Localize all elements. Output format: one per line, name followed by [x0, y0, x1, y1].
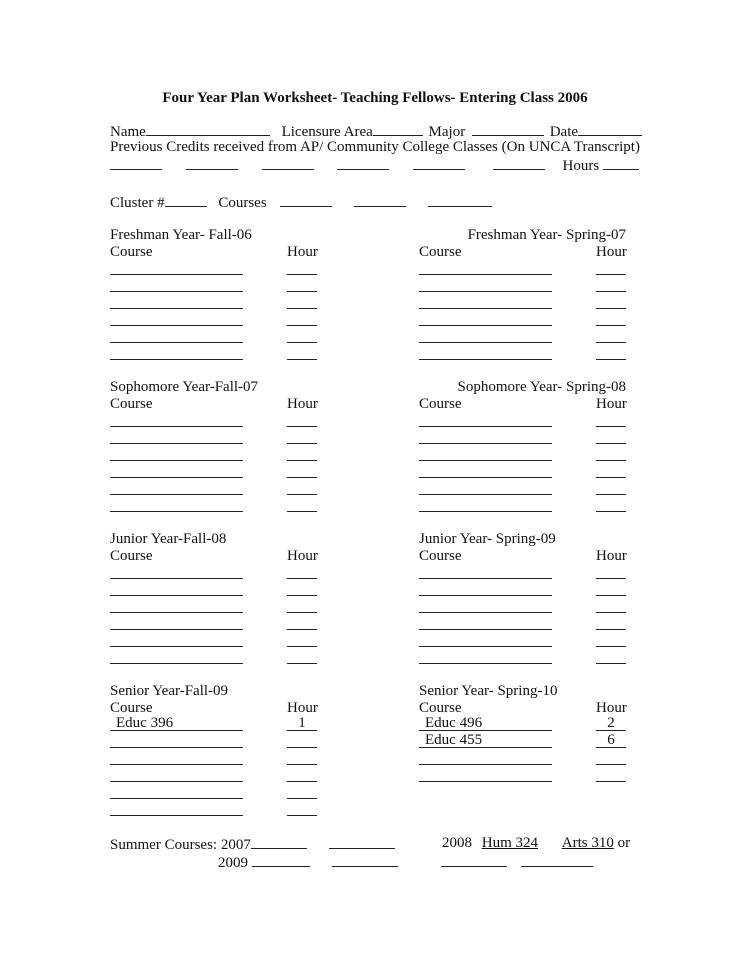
course-field[interactable] [419, 598, 552, 613]
course-field[interactable] [110, 784, 243, 799]
semester-title: Senior Year- Spring-10 [419, 683, 558, 699]
course-field[interactable] [419, 767, 552, 782]
hour-field[interactable] [287, 277, 317, 292]
course-field[interactable] [110, 328, 243, 343]
summer-label: Summer Courses: 2007 [110, 837, 251, 853]
hour-field[interactable] [287, 564, 317, 579]
hour-field[interactable] [596, 649, 626, 664]
hour-field[interactable] [596, 480, 626, 495]
hour-field[interactable] [596, 345, 626, 360]
hours-field[interactable] [603, 156, 639, 170]
hour-field[interactable] [287, 480, 317, 495]
course-field[interactable] [110, 311, 243, 326]
credit-field[interactable] [493, 156, 545, 170]
course-field[interactable] [110, 750, 243, 765]
course-column-label: Course [110, 396, 153, 412]
course-column-label: Course [419, 700, 462, 716]
hour-field[interactable] [596, 311, 626, 326]
course-field[interactable] [419, 497, 552, 512]
course-field[interactable] [419, 581, 552, 596]
hour-field[interactable] [287, 581, 317, 596]
hour-field[interactable] [596, 446, 626, 461]
course-field[interactable] [110, 463, 243, 478]
licensure-label: Licensure Area [281, 124, 373, 140]
hour-value: 1 [298, 715, 306, 731]
course-field[interactable] [110, 446, 243, 461]
course-column-label: Course [110, 244, 153, 260]
course-field[interactable] [419, 733, 552, 748]
course-field[interactable] [110, 615, 243, 630]
credit-field[interactable] [413, 156, 465, 170]
hour-field[interactable] [287, 632, 317, 647]
course-column-label: Course [419, 244, 462, 260]
hour-field[interactable] [596, 429, 626, 444]
hour-field[interactable] [287, 615, 317, 630]
semester-title: Junior Year- Spring-09 [419, 531, 556, 547]
hour-field[interactable] [287, 801, 317, 816]
or-text: or [617, 835, 631, 851]
hour-field[interactable] [596, 497, 626, 512]
major-label: Major [428, 124, 466, 140]
course-field[interactable] [419, 260, 552, 275]
hour-field[interactable] [287, 784, 317, 799]
course-field[interactable] [110, 497, 243, 512]
hour-field[interactable] [287, 345, 317, 360]
summer-course-hum-324: Hum 324 [481, 835, 538, 851]
credit-field[interactable] [262, 156, 314, 170]
semester-title: Junior Year-Fall-08 [110, 531, 227, 547]
course-field[interactable] [110, 429, 243, 444]
cluster-course-field[interactable] [280, 193, 332, 207]
hour-column-label: Hour [596, 244, 627, 260]
course-field[interactable] [419, 615, 552, 630]
course-field[interactable] [419, 412, 552, 427]
hour-column-label: Hour [287, 396, 318, 412]
course-column-label: Course [110, 700, 153, 716]
course-field[interactable] [419, 480, 552, 495]
course-field[interactable] [419, 294, 552, 309]
hour-column-label: Hour [287, 700, 318, 716]
summer-row-2 [218, 853, 398, 872]
hour-field[interactable] [596, 632, 626, 647]
date-label: Date [549, 124, 579, 140]
course-value: Educ 455 [425, 732, 483, 748]
name-label: Name [110, 124, 146, 140]
hour-field[interactable] [596, 277, 626, 292]
course-field[interactable] [110, 345, 243, 360]
semester-title: Sophomore Year- Spring-08 [457, 379, 626, 395]
cluster-course-field[interactable] [428, 193, 492, 207]
course-field[interactable] [419, 649, 552, 664]
hour-column-label: Hour [596, 548, 627, 564]
hour-field[interactable] [596, 328, 626, 343]
semester-title: Freshman Year- Fall-06 [110, 227, 252, 243]
course-value: Educ 496 [425, 715, 483, 731]
course-field[interactable] [419, 429, 552, 444]
course-field[interactable] [419, 632, 552, 647]
course-field[interactable] [110, 480, 243, 495]
summer-2009-field[interactable] [441, 853, 507, 867]
course-field[interactable] [110, 260, 243, 275]
hour-field[interactable] [287, 767, 317, 782]
semester-title: Freshman Year- Spring-07 [467, 227, 626, 243]
course-field[interactable] [110, 733, 243, 748]
hour-field[interactable] [287, 446, 317, 461]
hour-field[interactable] [287, 497, 317, 512]
hour-field[interactable] [596, 750, 626, 765]
summer-2007-field[interactable] [329, 835, 395, 849]
summer-2009-label: 2009 [218, 855, 248, 871]
semester-title: Senior Year-Fall-09 [110, 683, 229, 699]
hour-field[interactable] [596, 598, 626, 613]
major-field[interactable] [472, 122, 544, 136]
course-field[interactable] [110, 801, 243, 816]
cluster-label: Cluster # [110, 195, 165, 211]
hour-field[interactable] [596, 564, 626, 579]
course-field[interactable] [110, 598, 243, 613]
credit-field[interactable] [110, 156, 162, 170]
course-column-label: Course [110, 548, 153, 564]
hour-field[interactable] [287, 260, 317, 275]
hour-column-label: Hour [287, 548, 318, 564]
hours-label: Hours [562, 158, 600, 174]
hour-field[interactable] [287, 294, 317, 309]
course-field[interactable] [419, 311, 552, 326]
hour-field[interactable] [596, 294, 626, 309]
summer-course-arts-310: Arts 310 [561, 835, 614, 851]
hour-field[interactable] [596, 733, 626, 748]
hour-column-label: Hour [596, 396, 627, 412]
course-field[interactable] [110, 649, 243, 664]
hour-field[interactable] [287, 649, 317, 664]
course-column-label: Course [419, 548, 462, 564]
summer-2009-field[interactable] [521, 853, 593, 867]
previous-credits-row [110, 156, 640, 175]
summer-row-2b [441, 853, 593, 872]
hour-field[interactable] [596, 463, 626, 478]
cluster-field[interactable] [165, 193, 207, 207]
summer-2008-row [442, 835, 630, 852]
hour-field[interactable] [287, 716, 317, 731]
summer-2009-field[interactable] [252, 853, 310, 867]
hour-value: 6 [607, 732, 615, 748]
course-field[interactable] [110, 294, 243, 309]
course-column-label: Course [419, 396, 462, 412]
hour-field[interactable] [596, 581, 626, 596]
hour-value: 2 [607, 715, 615, 731]
previous-credits-label: Previous Credits received from AP/ Community College Classes (On UNCA Transcript) [110, 139, 640, 155]
hour-field[interactable] [287, 598, 317, 613]
hour-field[interactable] [596, 615, 626, 630]
cluster-row [110, 193, 492, 212]
hour-field[interactable] [287, 429, 317, 444]
name-field[interactable] [146, 122, 270, 136]
course-field[interactable] [419, 277, 552, 292]
page-title: Four Year Plan Worksheet- Teaching Fellows- Entering Class 2006 [162, 90, 588, 106]
date-field[interactable] [578, 122, 642, 136]
hour-field[interactable] [287, 733, 317, 748]
hour-column-label: Hour [596, 700, 627, 716]
course-field[interactable] [419, 328, 552, 343]
hour-column-label: Hour [287, 244, 318, 260]
course-field[interactable] [110, 767, 243, 782]
course-field[interactable] [110, 716, 243, 731]
course-field[interactable] [419, 446, 552, 461]
summer-2008-label: 2008 [442, 835, 472, 851]
course-field[interactable] [419, 750, 552, 765]
credit-field[interactable] [186, 156, 238, 170]
course-field[interactable] [419, 564, 552, 579]
semester-title: Sophomore Year-Fall-07 [110, 379, 259, 395]
cluster-course-field[interactable] [354, 193, 406, 207]
licensure-field[interactable] [373, 122, 423, 136]
credit-field[interactable] [337, 156, 389, 170]
course-field[interactable] [110, 412, 243, 427]
hour-field[interactable] [287, 750, 317, 765]
summer-2007-field[interactable] [251, 835, 307, 849]
course-field[interactable] [110, 277, 243, 292]
course-value: Educ 396 [116, 715, 174, 731]
hour-field[interactable] [287, 463, 317, 478]
course-field[interactable] [110, 581, 243, 596]
course-field[interactable] [419, 716, 552, 731]
hour-field[interactable] [287, 412, 317, 427]
hour-field[interactable] [596, 412, 626, 427]
hour-field[interactable] [596, 260, 626, 275]
hour-field[interactable] [287, 311, 317, 326]
courses-label: Courses [218, 195, 267, 211]
summer-row-1 [110, 835, 395, 854]
course-field[interactable] [419, 463, 552, 478]
summer-2009-field[interactable] [332, 853, 398, 867]
course-field[interactable] [110, 632, 243, 647]
hour-field[interactable] [596, 767, 626, 782]
course-field[interactable] [110, 564, 243, 579]
hour-field[interactable] [596, 716, 626, 731]
hour-field[interactable] [287, 328, 317, 343]
course-field[interactable] [419, 345, 552, 360]
